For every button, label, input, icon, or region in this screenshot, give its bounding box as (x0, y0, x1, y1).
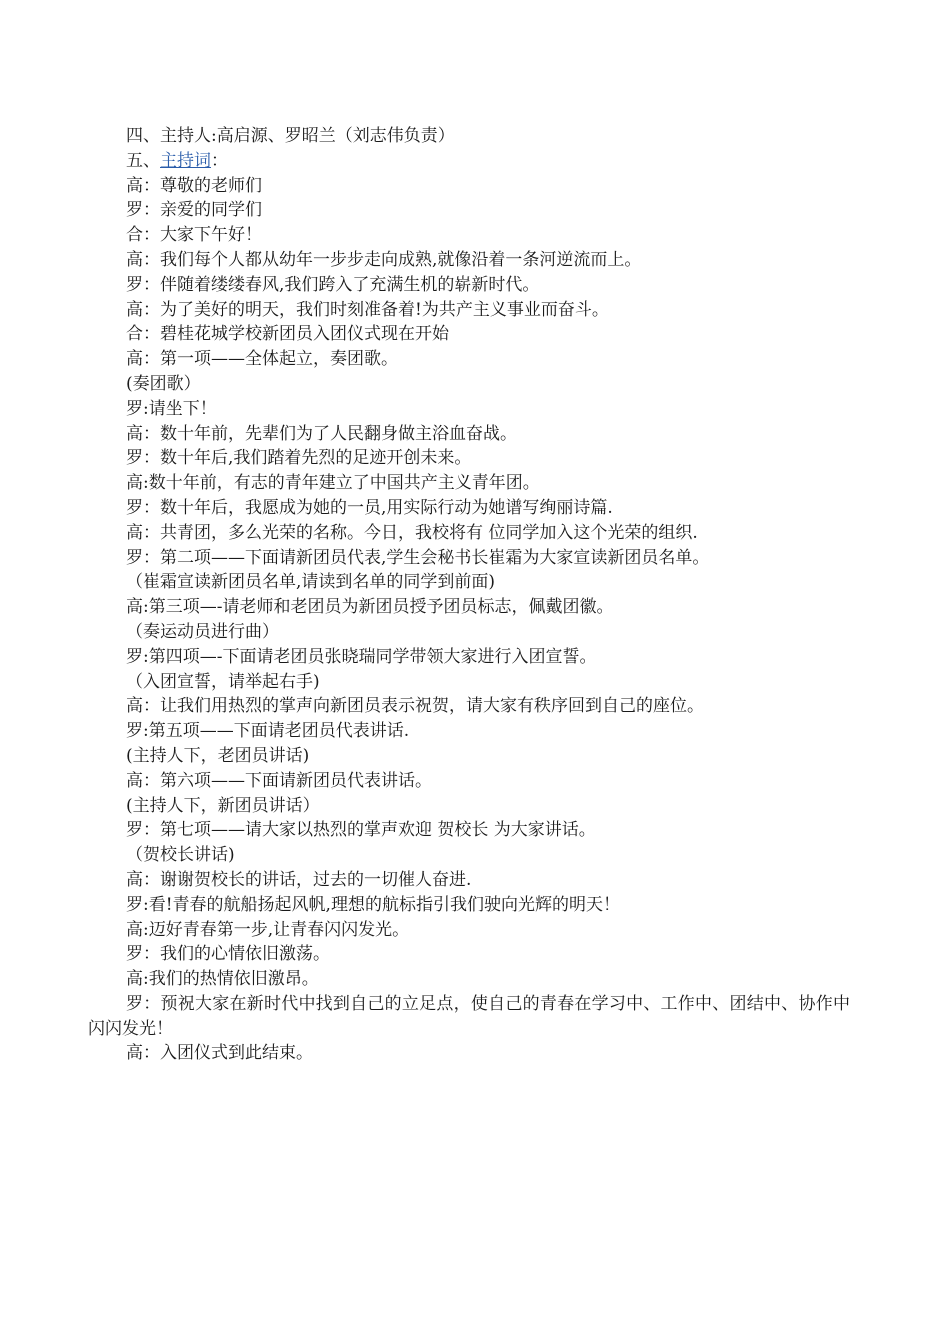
script-line: 高:数十年前，有志的青年建立了中国共产主义青年团。 (126, 473, 540, 494)
script-line: 罗：第七项——请大家以热烈的掌声欢迎 贺校长 为大家讲话。 (126, 820, 596, 841)
script-line: 高：谢谢贺校长的讲话，过去的一切催人奋进. (126, 869, 472, 890)
script-line: 高：尊敬的老师们 (126, 175, 262, 196)
script-line: 罗：亲爱的同学们 (126, 200, 262, 221)
script-line: 罗:第五项——下面请老团员代表讲话. (126, 721, 410, 742)
script-line: 高：第一项——全体起立，奏团歌。 (126, 349, 398, 370)
stage-direction: （奏运动员进行曲） (126, 621, 279, 642)
script-line: 高:迈好青春第一步,让青春闪闪发光。 (126, 919, 410, 940)
stage-direction: （贺校长讲话) (126, 845, 235, 866)
stage-direction: （入团宣誓，请举起右手) (126, 671, 320, 692)
script-paragraph: 罗：预祝大家在新时代中找到自己的立足点，使自己的青春在学习中、工作中、团结中、协作中闪闪发光！ (88, 993, 850, 1039)
script-line: 高:第三项—-请老师和老团员为新团员授予团员标志，佩戴团徽。 (126, 597, 614, 618)
script-line: 罗：第二项——下面请新团员代表,学生会秘书长崔霜为大家宣读新团员名单。 (126, 547, 710, 568)
script-line: 高：数十年前，先辈们为了人民翻身做主浴血奋战。 (126, 423, 517, 444)
script-line: 罗:请坐下！ (126, 398, 217, 419)
closing-line: 高：入团仪式到此结束。 (126, 1043, 313, 1064)
script-line: 高：第六项——下面请新团员代表讲话。 (126, 770, 432, 791)
script-line: 高:我们的热情依旧激昂。 (126, 969, 319, 990)
script-line: 罗:第四项—-下面请老团员张晓瑞同学带领大家进行入团宣誓。 (126, 646, 597, 667)
script-line: 罗:看!青春的航船扬起风帆,理想的航标指引我们驶向光辉的明天！ (126, 894, 620, 915)
host-script-link[interactable]: 主持词 (160, 150, 211, 171)
script-line: 高：共青团，多么光荣的名称。今日，我校将有 位同学加入这个光荣的组织. (126, 522, 698, 543)
script-line: 高：为了美好的明天，我们时刻准备着!为共产主义事业而奋斗。 (126, 299, 609, 320)
stage-direction: （崔霜宣读新团员名单,请读到名单的同学到前面) (126, 572, 496, 593)
heading-number: 五、 (126, 150, 160, 171)
stage-direction: (主持人下，新团员讲话） (126, 795, 320, 816)
host-script-heading (88, 149, 850, 174)
script-line: 合：大家下午好！ (126, 225, 262, 246)
stage-direction: (主持人下，老团员讲话) (126, 745, 310, 766)
script-line: 罗：数十年后，我愿成为她的一员,用实际行动为她谱写绚丽诗篇. (126, 497, 613, 518)
script-line: 高：让我们用热烈的掌声向新团员表示祝贺，请大家有秩序回到自己的座位。 (126, 696, 704, 717)
script-line: 高：我们每个人都从幼年一步步走向成熟,就像沿着一条河逆流而上。 (126, 249, 642, 270)
stage-direction: (奏团歌） (126, 373, 201, 394)
document-body (88, 124, 850, 1066)
script-line: 罗：数十年后,我们踏着先烈的足迹开创未来。 (126, 448, 472, 469)
script-line: 罗：伴随着缕缕春风,我们跨入了充满生机的崭新时代。 (126, 274, 540, 295)
heading-colon: ： (211, 150, 228, 171)
script-line: 合：碧桂花城学校新团员入团仪式现在开始 (126, 324, 449, 345)
script-line: 罗：我们的心情依旧激荡。 (126, 944, 330, 965)
hosts-line: 四、主持人:高启源、罗昭兰（刘志伟负责） (126, 126, 455, 146)
